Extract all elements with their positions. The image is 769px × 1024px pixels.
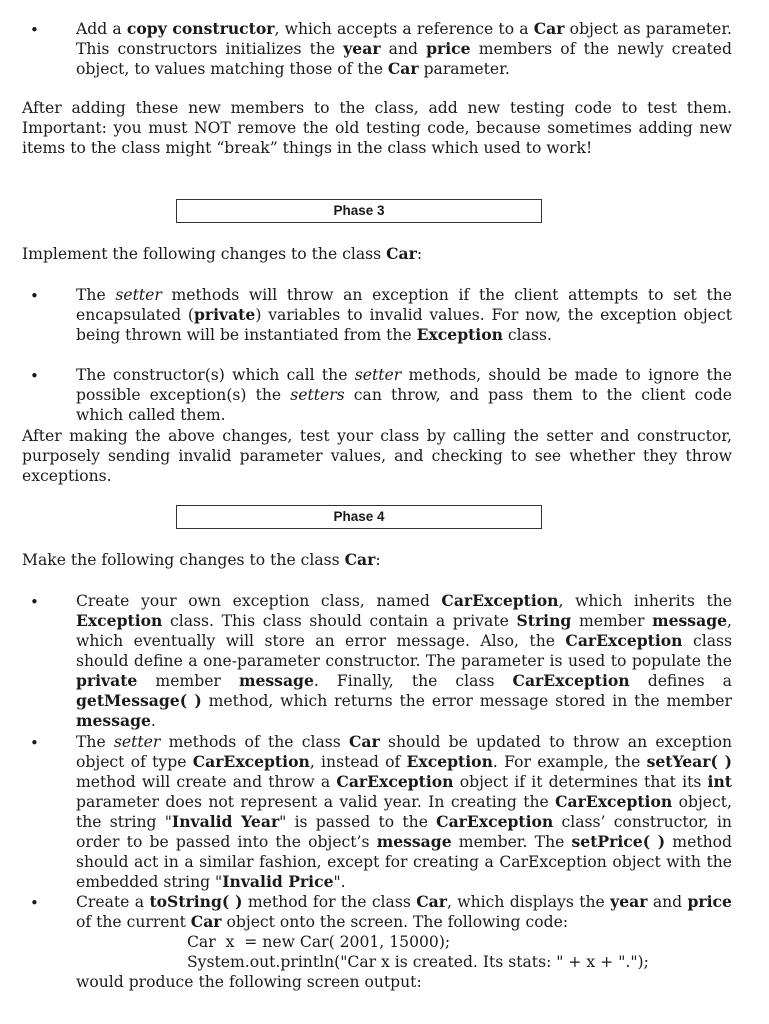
bullet: • <box>30 21 39 39</box>
phase-4-header: Phase 4 <box>176 505 542 529</box>
phase-4-intro: Make the following changes to the class Car: <box>22 550 381 569</box>
bold-text: Invalid Year <box>171 812 280 831</box>
bold-text: CarException <box>436 812 554 831</box>
bold-text: message <box>76 711 151 730</box>
bold-text: toString( ) <box>149 892 243 911</box>
bold-text: Car <box>344 550 376 569</box>
bold-text: Exception <box>76 611 163 630</box>
bold-text: year <box>610 892 648 911</box>
italic-text: setter <box>354 366 402 384</box>
bold-text: setPrice( ) <box>571 832 666 851</box>
list-item: The constructor(s) which call the setter methods, should be made to ignore the possible exception(s) the setters can throw, and pass them to the client code which called them. <box>76 366 733 424</box>
bold-text: Exception <box>406 752 493 771</box>
bold-text: Car <box>387 59 419 78</box>
phase-3-header: Phase 3 <box>176 199 542 223</box>
bullet: • <box>30 894 39 912</box>
bold-text: Exception <box>416 325 503 344</box>
code-line: System.out.println("Car x is created. Its stats: " + x + "."); <box>187 953 649 971</box>
bold-text: Car <box>190 912 222 931</box>
bold-text: message <box>238 671 314 690</box>
bullet: • <box>30 287 39 305</box>
bold-text: CarException <box>555 792 673 811</box>
bold-text: CarException <box>336 772 454 791</box>
italic-text: setter <box>115 286 162 304</box>
bold-text: CarException <box>192 752 310 771</box>
bold-text: Car <box>533 19 565 38</box>
code-line: Car x = new Car( 2001, 15000); <box>187 933 451 951</box>
bold-text: private <box>193 305 256 324</box>
bold-text: Car <box>416 892 447 911</box>
list-item: The setter methods will throw an exception if the client attempts to set the encapsulated (private) variables to invalid values. For now, the exception object being thrown will be instantiated from the Exception class. <box>76 286 732 344</box>
bold-text: price <box>687 892 732 911</box>
bold-text: private <box>76 671 138 690</box>
bold-text: CarException <box>441 591 559 610</box>
list-item: Create your own exception class, named CarException, which inherits the Exception class. This class should contain a private String member message, which eventually will store an error message. Also, the CarException class should define a one-parameter constructor. The parameter is used to populate the private member message. Finally, the class CarException defines a getMessage( ) method, which returns the error message stored in the member message. <box>76 591 732 730</box>
list-item: Add a copy constructor, which accepts a reference to a Car object as parameter. This constructors initializes the year and price members of the newly created object, to values matching those of the Car parameter. <box>76 19 733 78</box>
bold-text: CarException <box>512 671 630 690</box>
list-item: Create a toString( ) method for the class Car, which displays the year and price of the current Car object onto the screen. The following code: <box>76 892 732 931</box>
bold-text: message <box>376 832 452 851</box>
closing-line: would produce the following screen output: <box>76 973 422 991</box>
italic-text: setters <box>290 386 345 404</box>
bold-text: Invalid Price <box>222 872 334 891</box>
bold-text: year <box>343 39 381 58</box>
bold-text: Car <box>386 244 417 263</box>
bold-text: String <box>516 611 572 630</box>
list-item: The setter methods of the class Car should be updated to throw an exception object of type CarException, instead of Exception. For example, the setYear( ) method will create and throw a CarException object if it determines that its int parameter does not represent a valid year. In creating the CarException object, the string "Invalid Year" is passed to the CarException class’ constructor, in order to be passed into the object’s message member. The setPrice( ) method should act in a similar fashion, except for creating a CarException object with the embedded string "Invalid Price". <box>76 732 733 891</box>
bold-text: int <box>707 772 733 791</box>
bold-text: setYear( ) <box>646 752 732 771</box>
bold-text: CarException <box>565 631 683 650</box>
paragraph: After adding these new members to the class, add new testing code to test them. Important: you must NOT remove the old testing code, because sometimes adding new items to the class might “break” things in the class which used to work! <box>22 99 732 157</box>
bold-text: getMessage( ) <box>76 691 202 710</box>
bullet: • <box>30 734 39 752</box>
bullet: • <box>30 367 39 385</box>
bold-text: price <box>426 39 471 58</box>
bold-text: copy constructor <box>126 19 275 38</box>
bold-text: Car <box>349 732 380 751</box>
phase-3-intro: Implement the following changes to the class Car: <box>22 244 423 263</box>
code-block <box>187 932 649 972</box>
paragraph: After making the above changes, test your class by calling the setter and constructor, purposely sending invalid parameter values, and checking to see whether they throw exceptions. <box>22 427 732 485</box>
bullet: • <box>30 593 39 611</box>
italic-text: setter <box>113 733 161 751</box>
bold-text: message <box>652 611 728 630</box>
